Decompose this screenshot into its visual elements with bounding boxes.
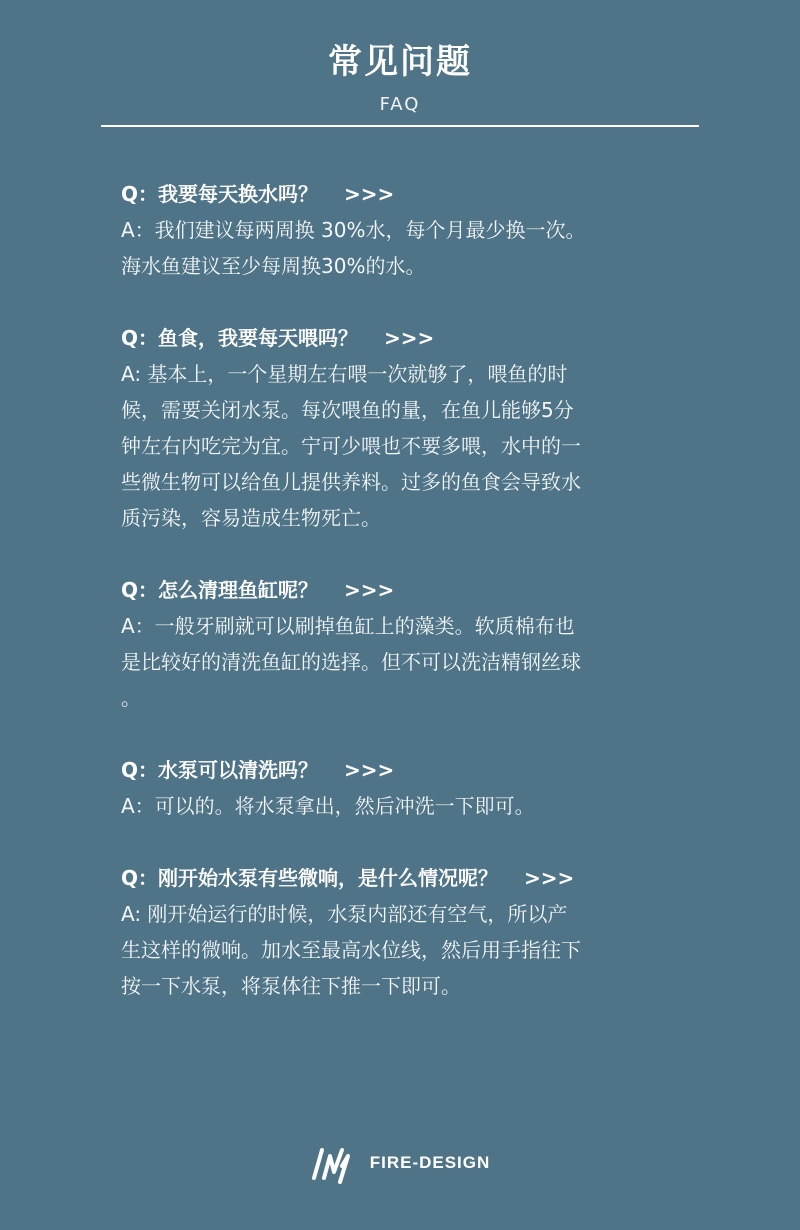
faq-question xyxy=(121,572,691,608)
faq-answer-line: 候，需要关闭水泵。每次喂鱼的量，在鱼儿能够5分 xyxy=(121,398,574,422)
faq-answer-line: A: 基本上，一个星期左右喂一次就够了，喂鱼的时 xyxy=(121,362,568,386)
brand-name: FIRE-DESIGN xyxy=(369,1153,491,1172)
faq-answer-line: A：一般牙刷就可以刷掉鱼缸上的藻类。软质棉布也 xyxy=(121,614,575,638)
footer-brand xyxy=(0,1138,800,1188)
faq-answer-line: 钟左右内吃完为宜。宁可少喂也不要多喂，水中的一 xyxy=(121,434,581,458)
faq-answer-line: A：可以的。将水泵拿出，然后冲洗一下即可。 xyxy=(121,794,535,818)
faq-answer-line: 是比较好的清洗鱼缸的选择。但不可以洗洁精钢丝球 xyxy=(121,650,581,674)
faq-question-text: Q：怎么清理鱼缸呢？ xyxy=(121,578,319,602)
faq-arrows: >>> xyxy=(344,578,395,602)
faq-arrows: >>> xyxy=(384,326,435,350)
faq-item xyxy=(121,860,691,1004)
faq-answer-line: 。 xyxy=(121,686,141,710)
fire-design-logo-icon xyxy=(310,1142,360,1184)
faq-answer-line: 质污染，容易造成生物死亡。 xyxy=(121,506,381,530)
faq-arrows: >>> xyxy=(344,758,395,782)
faq-item xyxy=(121,572,691,716)
faq-question-text: Q：水泵可以清洗吗？ xyxy=(121,758,319,782)
page-title: 常见问题 xyxy=(328,42,472,82)
faq-answer-line: 海水鱼建议至少每周换30%的水。 xyxy=(121,254,426,278)
faq-answer-line: 生这样的微响。加水至最高水位线，然后用手指往下 xyxy=(121,938,581,962)
faq-item xyxy=(121,752,691,824)
faq-question xyxy=(121,320,691,356)
faq-answer-line: 些微生物可以给鱼儿提供养料。过多的鱼食会导致水 xyxy=(121,470,581,494)
faq-item xyxy=(121,176,691,284)
faq-question xyxy=(121,860,691,896)
header-divider xyxy=(101,125,699,127)
faq-answer-line: A：我们建议每两周换 30%水，每个月最少换一次。 xyxy=(121,218,586,242)
faq-question-text: Q：我要每天换水吗？ xyxy=(121,182,319,206)
faq-question-text: Q：刚开始水泵有些微响，是什么情况呢？ xyxy=(121,866,499,890)
faq-arrows: >>> xyxy=(344,182,395,206)
faq-answer-line: A: 刚开始运行的时候，水泵内部还有空气，所以产 xyxy=(121,902,568,926)
page-header xyxy=(0,40,800,116)
faq-arrows: >>> xyxy=(524,866,575,890)
faq-question xyxy=(121,752,691,788)
faq-question-text: Q：鱼食，我要每天喂吗？ xyxy=(121,326,359,350)
faq-list xyxy=(121,176,691,1040)
page-subtitle: FAQ xyxy=(379,94,421,115)
faq-answer-line: 按一下水泵，将泵体往下推一下即可。 xyxy=(121,974,461,998)
faq-question xyxy=(121,176,691,212)
faq-item xyxy=(121,320,691,536)
